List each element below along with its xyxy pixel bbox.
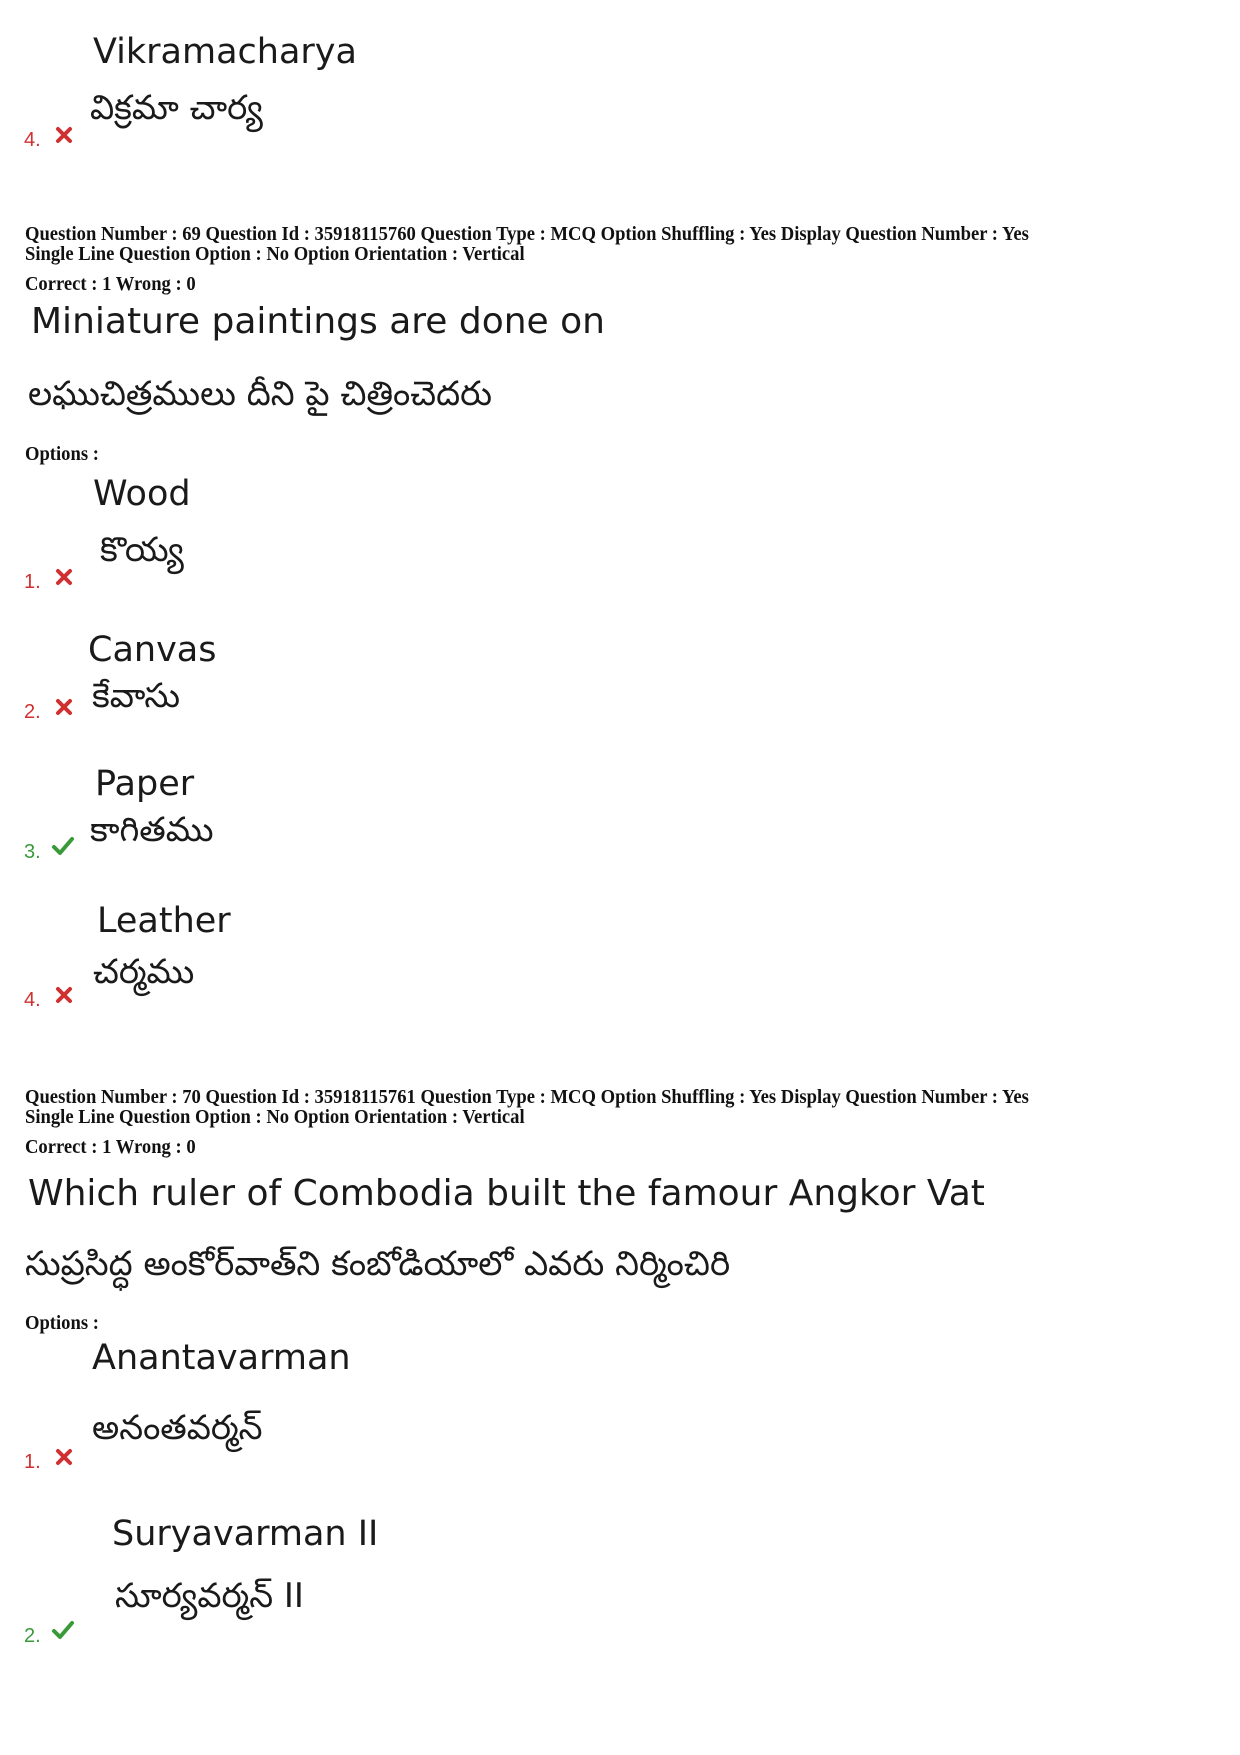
option-number: 2. (24, 1625, 41, 1647)
option-text-te: కొయ్య (100, 530, 184, 570)
option-text-en: Paper (95, 764, 195, 804)
question-meta-line2: Single Line Question Option : No Option Orientation : Vertical (25, 1106, 525, 1128)
option-number: 2. (24, 701, 41, 723)
cross-icon (55, 698, 73, 716)
option-number: 4. (24, 129, 41, 151)
options-label: Options : (25, 443, 99, 465)
option-text-en: Anantavarman (92, 1338, 351, 1378)
question-text-te: లఘుచిత్రములు దీని పై చిత్రించెదరు (28, 374, 493, 414)
option-text-te: కాగితము (90, 810, 214, 850)
option-text-en: Leather (97, 901, 231, 941)
option-text-te: కేవాసు (92, 676, 180, 716)
option-number: 1. (24, 1451, 41, 1473)
option-number: 3. (24, 841, 41, 863)
question-text-en: Which ruler of Combodia built the famour Angkor Vat (28, 1173, 985, 1214)
option-text-en: Suryavarman II (112, 1514, 379, 1554)
check-icon (52, 836, 74, 856)
cross-icon (55, 568, 73, 586)
check-icon (52, 1620, 74, 1640)
option-text-en: Wood (93, 474, 191, 514)
question-meta-line2: Single Line Question Option : No Option Orientation : Vertical (25, 243, 525, 265)
question-text-en: Miniature paintings are done on (31, 301, 605, 342)
correct-wrong-marks: Correct : 1 Wrong : 0 (25, 1136, 196, 1158)
cross-icon (55, 986, 73, 1004)
options-label: Options : (25, 1312, 99, 1334)
option-text-te: అనంతవర్మన్ (92, 1408, 263, 1448)
option-text-te: చర్మము (93, 952, 195, 992)
option-text-te: విక్రమా చార్య (90, 88, 263, 128)
correct-wrong-marks: Correct : 1 Wrong : 0 (25, 273, 196, 295)
question-meta-line1: Question Number : 70 Question Id : 35918115761 Question Type : MCQ Option Shuffling : Yes Display Question Number : Yes (25, 1086, 1029, 1108)
question-meta-line1: Question Number : 69 Question Id : 35918115760 Question Type : MCQ Option Shuffling : Yes Display Question Number : Yes (25, 223, 1029, 245)
option-text-en: Vikramacharya (93, 32, 357, 72)
option-text-te: సూర్యవర్మన్ II (115, 1576, 304, 1616)
option-number: 4. (24, 989, 41, 1011)
option-text-en: Canvas (88, 630, 217, 670)
cross-icon (55, 126, 73, 144)
option-number: 1. (24, 571, 41, 593)
cross-icon (55, 1448, 73, 1466)
question-text-te: సుప్రసిద్ధ అంకోర్‌వాత్‌ని కంబోడియాలో ఎవరు నిర్మించిరి (25, 1244, 731, 1284)
